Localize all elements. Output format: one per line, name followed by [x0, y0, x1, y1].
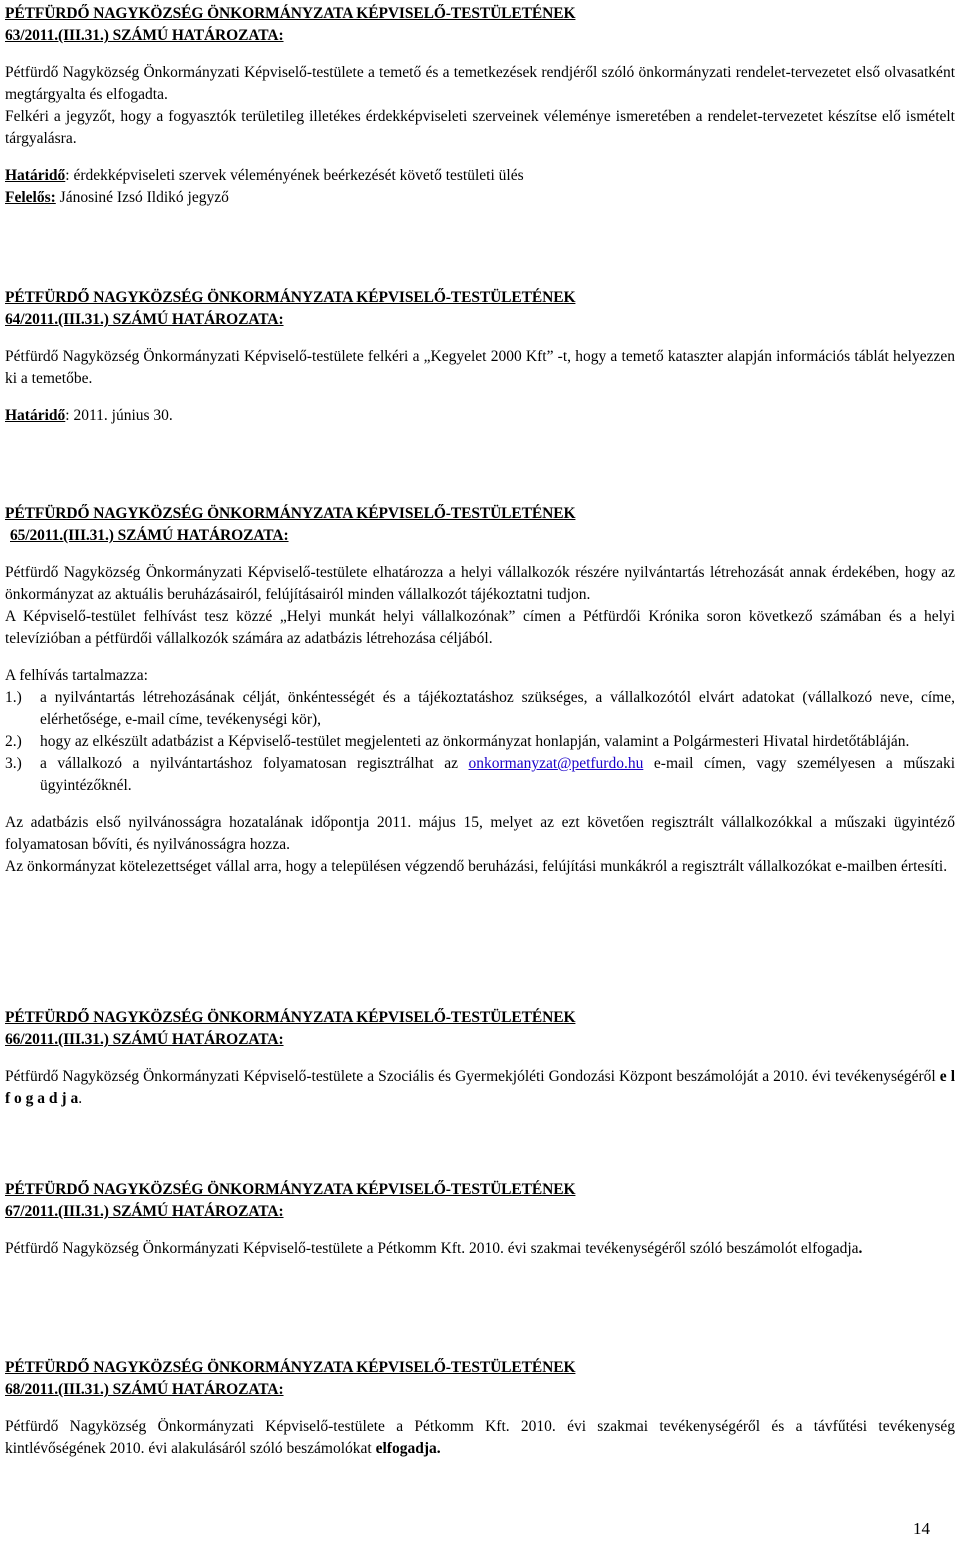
resolution-text-main: Pétfürdő Nagyközség Önkormányzati Képviselő-testülete a Szociális és Gyermekjóléti Gondozási Központ beszámolóját a 2010. évi tevékenységéről — [5, 1068, 940, 1085]
resolution-text: Az adatbázis első nyilvánosságra hozatalának időpontja 2011. május 15, melyet az ezt követően regisztrált vállalkozókkal a műszaki ügyintéző folyamatosan bővíti, és nyilvánosságra hozza. — [5, 814, 955, 853]
resolution-66 — [5, 1007, 955, 1110]
list-item — [5, 731, 955, 753]
responsible-text: Jánosiné Izsó Ildikó jegyző — [55, 189, 229, 206]
body-header: PÉTFÜRDŐ NAGYKÖZSÉG ÖNKORMÁNYZATA KÉPVISELŐ-TESTÜLETÉNEK — [5, 1359, 576, 1376]
list-item-text-start: a vállalkozó a nyilvántartáshoz folyamatosan regisztrálhat az — [40, 755, 469, 772]
resolution-67 — [5, 1179, 955, 1260]
resolution-text: Az önkormányzat kötelezettséget vállal arra, hogy a településen végzendő beruházási, felújítási munkákról a regisztrált vállalkozókat e-mailben értesíti. — [5, 858, 948, 875]
resolution-number: 63/2011.(III.31.) SZÁMÚ HATÁROZATA: — [5, 27, 284, 44]
responsible-line — [5, 187, 955, 209]
resolution-text: A Képviselő-testület felhívást tesz közzé „Helyi munkát helyi vállalkozónak” címen a Pétfürdői Krónika soron következő számában és a helyi televízióban a pétfürdői vállalkozók számára az adatbázis létrehozása céljából. — [5, 608, 955, 647]
body-header: PÉTFÜRDŐ NAGYKÖZSÉG ÖNKORMÁNYZATA KÉPVISELŐ-TESTÜLETÉNEK — [5, 505, 576, 522]
resolution-text — [5, 1416, 955, 1460]
list-item-text-end: e-mail címen, vagy személyesen a műszaki ügyintézőknél. — [40, 755, 956, 794]
list-item-number: 3.) — [5, 755, 22, 772]
body-header: PÉTFÜRDŐ NAGYKÖZSÉG ÖNKORMÁNYZATA KÉPVISELŐ-TESTÜLETÉNEK — [5, 1181, 576, 1198]
list-item-text: hogy az elkészült adatbázist a Képviselő-testület megjelenteti az önkormányzat honlapján, valamint a Polgármesteri Hivatal hirdetőtábláján. — [40, 733, 910, 750]
list-item-number: 2.) — [5, 733, 22, 750]
list-item-text: a nyilvántartás létrehozásának célját, önkéntességét és a tájékoztatáshoz szükséges, a vállalkozótól elvárt adatokat (vállalkozó neve, címe, elérhetősége, e-mail címe, tevékenységi kör), — [40, 689, 955, 728]
page-number: 14 — [913, 1519, 930, 1538]
resolution-text-bold: e l f o g a d j a — [5, 1068, 956, 1107]
resolution-text: Felkéri a jegyzőt, hogy a fogyasztók területileg illetékes érdekképviseleti szerveinek véleménye ismeretében a rendelet-tervezetet készítse elő ismételt tárgyalásra. — [5, 108, 955, 147]
list-item — [5, 687, 955, 731]
deadline-text: : 2011. június 30. — [65, 407, 173, 424]
resolution-64 — [5, 287, 955, 427]
resolution-number: 67/2011.(III.31.) SZÁMÚ HATÁROZATA: — [5, 1203, 284, 1220]
deadline-line — [5, 405, 955, 427]
deadline-line — [5, 165, 955, 187]
body-header: PÉTFÜRDŐ NAGYKÖZSÉG ÖNKORMÁNYZATA KÉPVISELŐ-TESTÜLETÉNEK — [5, 5, 576, 22]
body-header: PÉTFÜRDŐ NAGYKÖZSÉG ÖNKORMÁNYZATA KÉPVISELŐ-TESTÜLETÉNEK — [5, 1009, 576, 1026]
resolution-text — [5, 1066, 955, 1110]
list-item-text — [40, 753, 955, 797]
resolution-number: 65/2011.(III.31.) SZÁMÚ HATÁROZATA: — [10, 527, 289, 544]
resolution-number: 68/2011.(III.31.) SZÁMÚ HATÁROZATA: — [5, 1381, 284, 1398]
deadline-label: Határidő — [5, 407, 66, 424]
resolution-65 — [5, 503, 955, 878]
deadline-label: Határidő — [5, 167, 66, 184]
resolution-68 — [5, 1357, 955, 1460]
resolution-text-main: Pétfürdő Nagyközség Önkormányzati Képviselő-testülete a Pétkomm Kft. 2010. évi szakmai tevékenységéről szóló beszámolót elfogadja — [5, 1240, 859, 1257]
email-link[interactable]: onkormanyzat@petfurdo.hu — [468, 755, 644, 772]
list-item — [5, 753, 955, 797]
resolution-text-main: Pétfürdő Nagyközség Önkormányzati Képviselő-testülete a Pétkomm Kft. 2010. évi szakmai tevékenységéről és a távfűtési tevékenység kintlévőségének 2010. évi alakulásáról szóló beszámolókat — [5, 1418, 955, 1457]
deadline-text: : érdekképviseleti szervek véleményének beérkezését követő testületi ülés — [65, 167, 524, 184]
resolution-63 — [5, 3, 955, 209]
resolution-text-bold: elfogadja. — [375, 1440, 441, 1457]
resolution-number: 64/2011.(III.31.) SZÁMÚ HATÁROZATA: — [5, 311, 284, 328]
list-item-number: 1.) — [5, 689, 22, 706]
responsible-label: Felelős: — [5, 189, 56, 206]
resolution-text: Pétfürdő Nagyközség Önkormányzati Képviselő-testülete felkéri a „Kegyelet 2000 Kft” -t, hogy a temető kataszter alapján információs táblát helyezzen ki a temetőbe. — [5, 348, 955, 387]
list-intro: A felhívás tartalmazza: — [5, 667, 148, 684]
resolution-text-end: . — [78, 1090, 83, 1107]
resolution-text-bold: . — [858, 1240, 863, 1257]
resolution-text: Pétfürdő Nagyközség Önkormányzati Képviselő-testülete a temető és a temetkezések rendjéről szóló önkormányzati rendelet-tervezetet első olvasatként megtárgyalta és elfogadta. — [5, 64, 955, 103]
resolution-number: 66/2011.(III.31.) SZÁMÚ HATÁROZATA: — [5, 1031, 284, 1048]
resolution-text: Pétfürdő Nagyközség Önkormányzati Képviselő-testülete elhatározza a helyi vállalkozók részére nyilvántartás létrehozását annak érdekében, hogy az önkormányzat az aktuális beruházásairól, felújításairól minden vállalkozót tájékoztatni tudjon. — [5, 564, 955, 603]
body-header: PÉTFÜRDŐ NAGYKÖZSÉG ÖNKORMÁNYZATA KÉPVISELŐ-TESTÜLETÉNEK — [5, 289, 576, 306]
resolution-text — [5, 1238, 955, 1260]
